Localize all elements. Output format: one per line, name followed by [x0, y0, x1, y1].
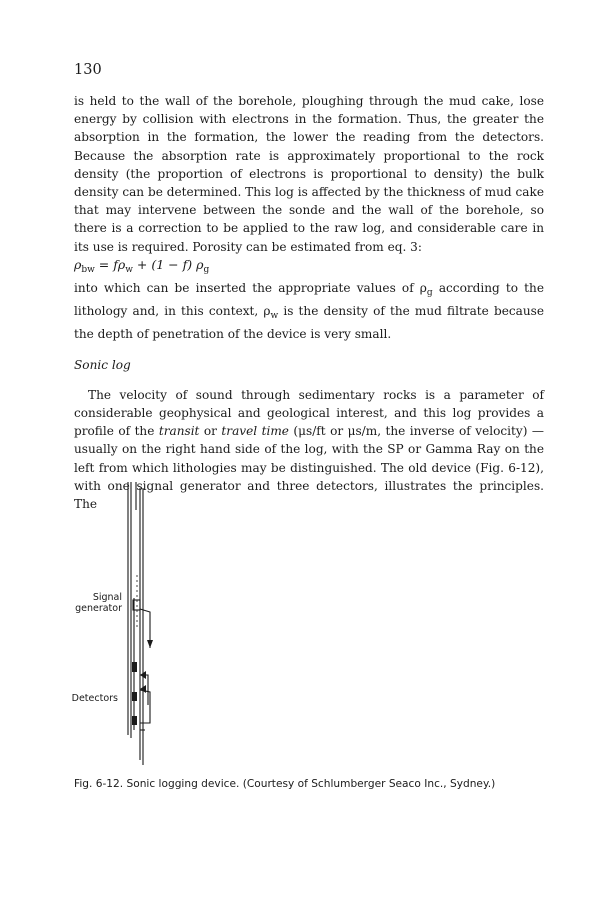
sonic-device-figure: [60, 480, 540, 770]
p2-sub2: w: [270, 311, 279, 322]
p3-em2: travel time: [221, 424, 289, 439]
body-text: [74, 92, 544, 513]
section-heading: Sonic log: [74, 357, 131, 372]
arrow-down-1: [147, 640, 153, 648]
page-number: 130: [74, 62, 102, 78]
p3-part1: The velocity of sound through sedimentary rocks is a parameter of considerable geophysical and geological interest, and this log provides a profile of the: [74, 387, 544, 439]
eq-lhs-sub: bw: [81, 264, 95, 275]
p2-part1: into which can be inserted the appropriate values of ρ: [74, 281, 427, 296]
eq-mid2: + (1 − f) ρ: [132, 256, 204, 272]
eq-lhs: ρ: [74, 256, 82, 272]
p3-em1: transit: [158, 424, 200, 439]
eq-mid1-sub: w: [125, 264, 133, 275]
eq-mid1: = fρ: [94, 256, 126, 272]
p2-sub1: g: [426, 288, 433, 299]
label-detectors: Detectors: [71, 693, 118, 704]
p2-part2: according to the lithology and, in this context, ρ: [74, 281, 544, 319]
label-signal-generator: Signal generator: [75, 592, 122, 614]
equation: [74, 256, 544, 279]
detector-2: [132, 692, 137, 701]
detector-1: [132, 662, 137, 672]
p3-part3: (μs/ft or μs/m, the inverse of velocity) — usually on the right hand side of the log, with the SP or Gamma Ray on the left from which lithologies may be distinguished. The old device (Fig. 6-12), with one signal generator and three detectors, illustrates the principles. The: [74, 424, 544, 512]
figure-caption: Fig. 6-12. Sonic logging device. (Courtesy of Schlumberger Seaco Inc., Sydney.): [74, 778, 496, 790]
eq-mid2-sub: g: [203, 264, 210, 275]
p3-part2: or: [199, 424, 222, 439]
sonic-device-drawing: [60, 480, 540, 770]
paragraph-2: [74, 279, 544, 344]
paragraph-1: is held to the wall of the borehole, ploughing through the mud cake, lose energy by collision with electrons in the formation. Thus, the greater the absorption in the formation, the lower the reading from the detectors. Because the absorption rate is approximately proportional to the rock density (the proportion of electrons is proportional to density) the bulk density can be determined. This log is affected by the thickness of mud cake that may intervene between the sonde and the wall of the borehole, so there is a correction to be applied to the raw log, and considerable care in its use is required. Porosity can be estimated from eq. 3:: [74, 94, 544, 254]
p2-part3: is the density of the mud filtrate because the depth of penetration of the device is very small.: [74, 304, 544, 342]
detector-3: [132, 716, 137, 725]
